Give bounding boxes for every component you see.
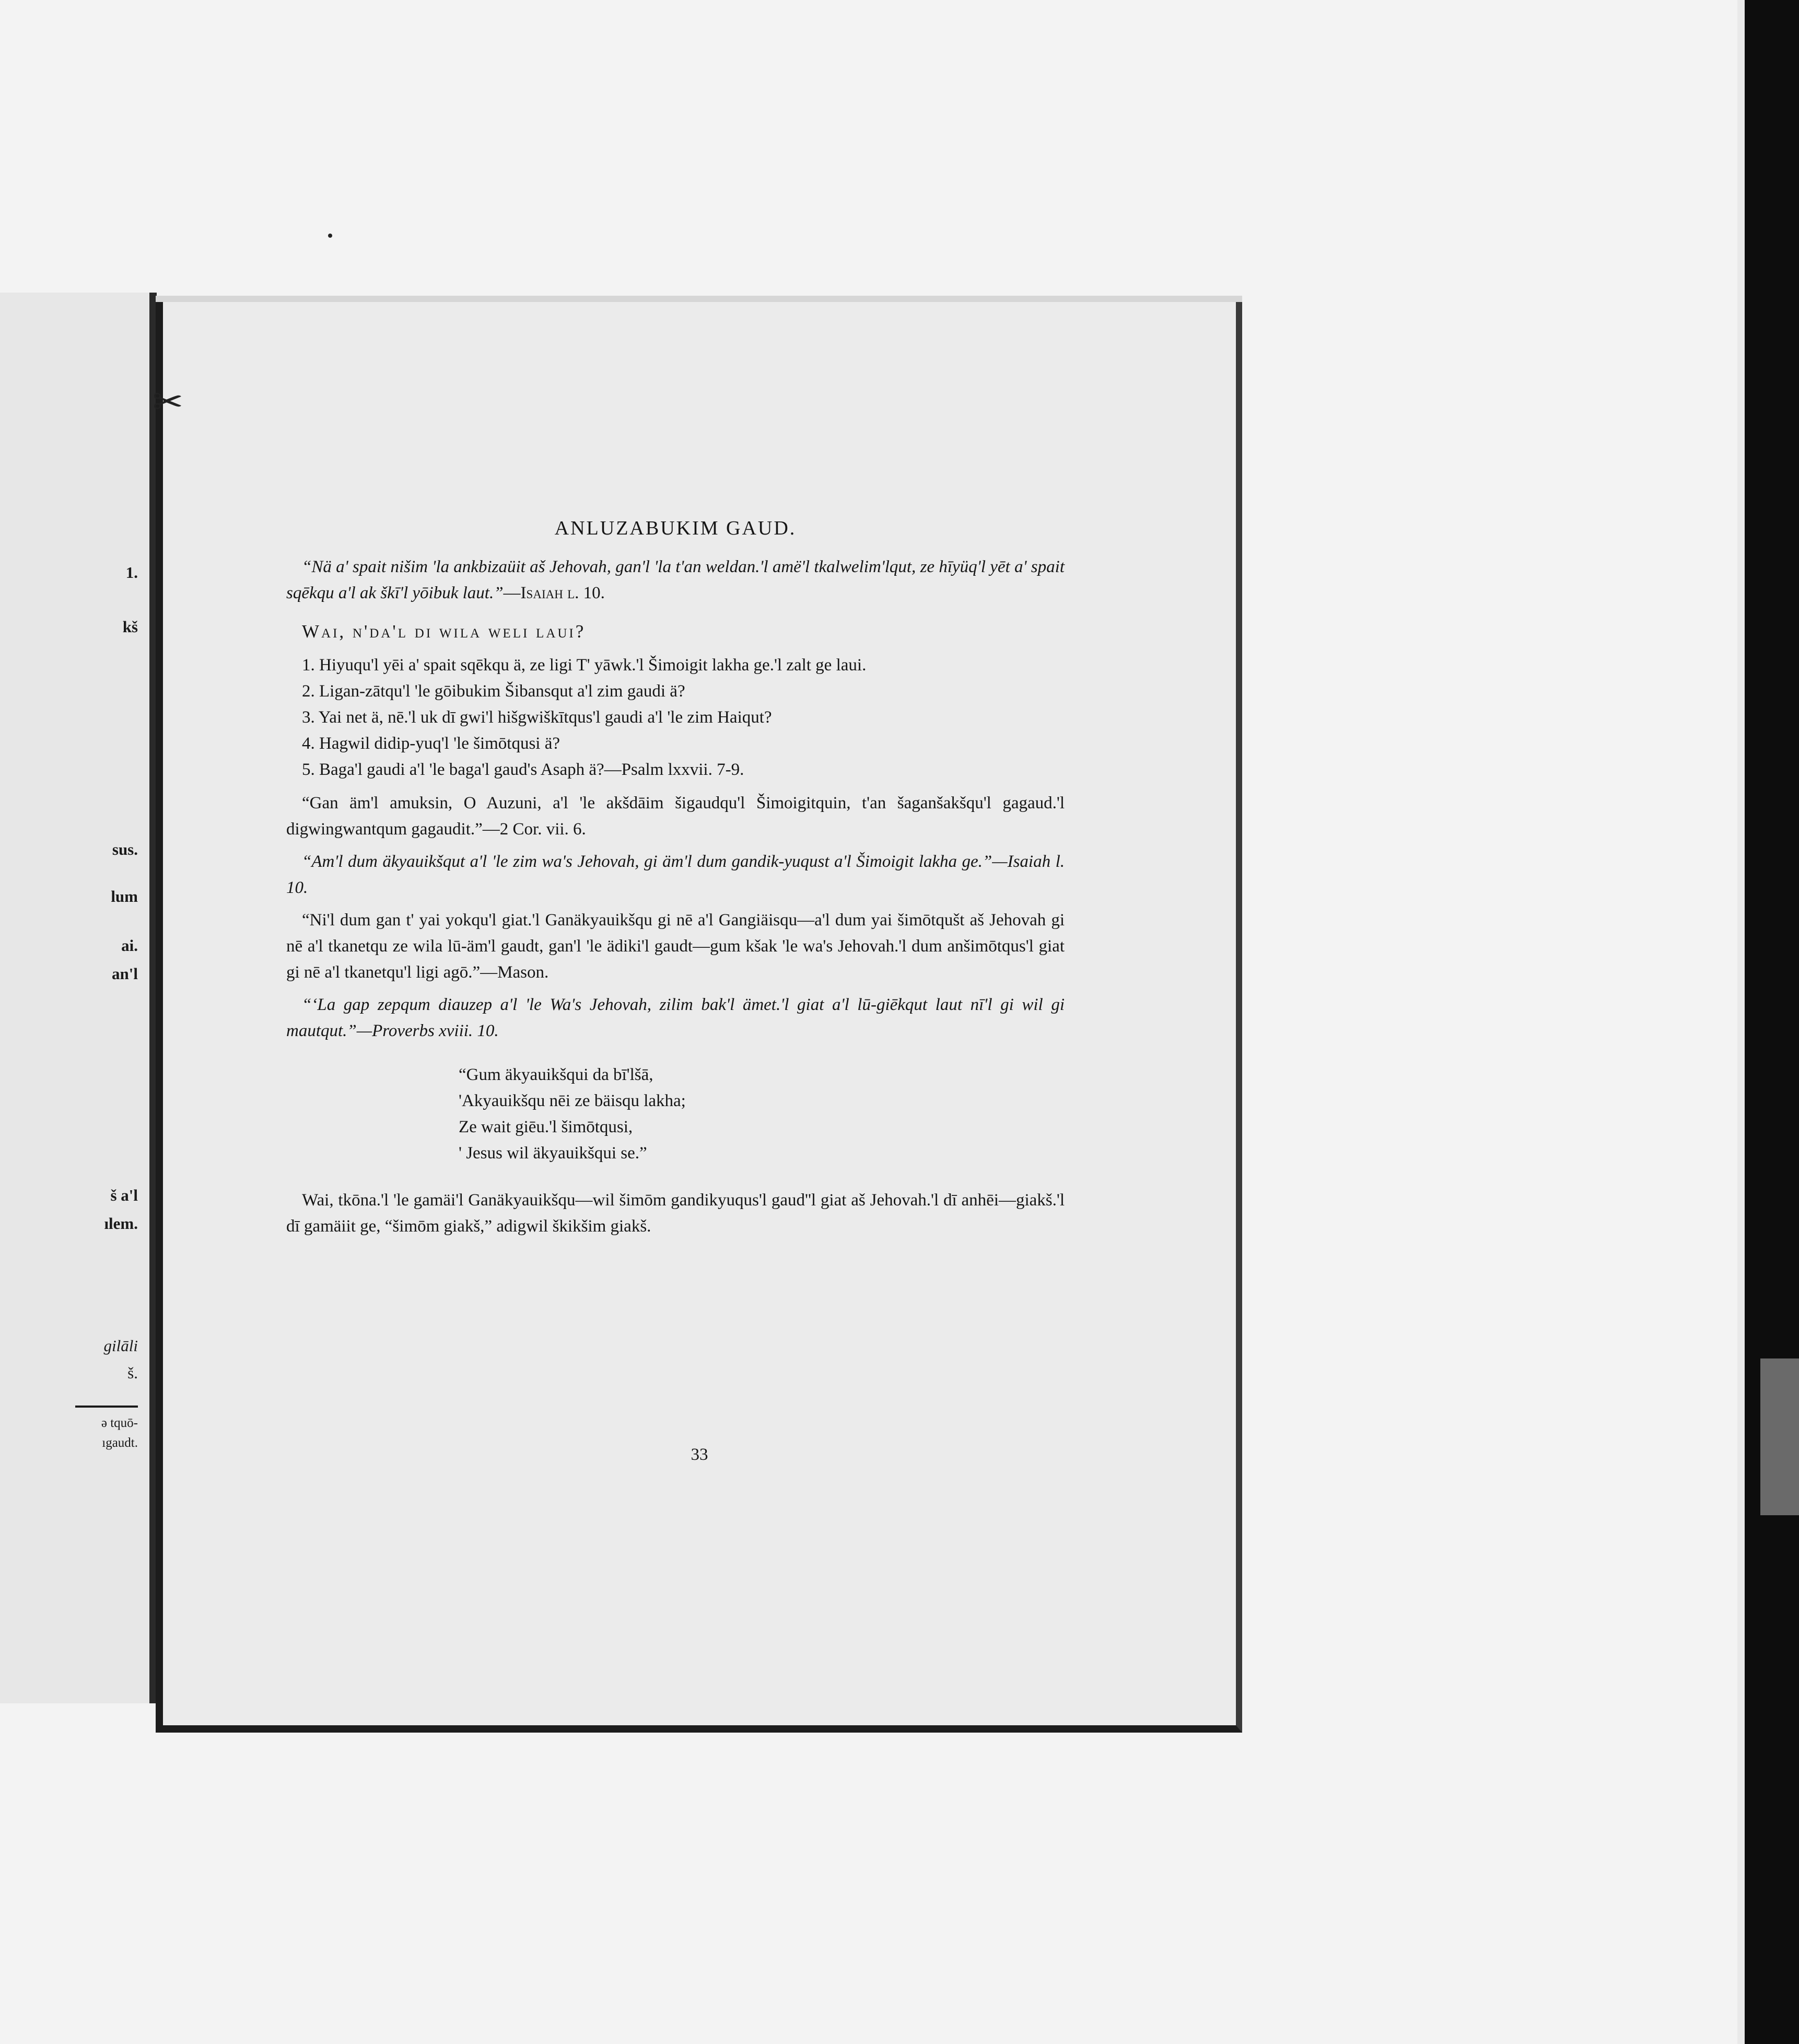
left-fragment: š a'l <box>110 1186 138 1204</box>
epigraph-text: “Nä a' spait nišim 'la ankbizaüit aš Jehovah, gan'l 'la t'an weldan.'l amë'l tkalwelim'lqut, ze hīyüq'l yēt a' spait sqēkqu a'l ak škī'l yōibuk laut.” <box>286 558 1065 602</box>
speck <box>328 234 332 238</box>
epigraph-reference: —Isaiah l. 10. <box>503 584 605 602</box>
left-fragment: 1. <box>125 563 138 582</box>
page-number: 33 <box>691 1445 708 1464</box>
verse-line: “Gum äkyauikšqui da bī'lšā, <box>459 1065 653 1084</box>
page-content <box>286 515 1065 1239</box>
left-footnote-line: ə tquō- <box>101 1416 138 1430</box>
epigraph <box>286 554 1065 606</box>
left-fragment: gilāli <box>103 1337 138 1355</box>
question-list <box>286 652 1065 783</box>
left-footnote-rule <box>75 1406 138 1408</box>
left-fragment: sus. <box>112 840 138 858</box>
book-page <box>153 302 1242 1733</box>
question-item: 3. Yai net ä, nē.'l uk dī gwi'l hišgwiškītqus'l gaudi a'l 'le zim Haiqut? <box>302 708 772 727</box>
left-page <box>0 293 157 1703</box>
question-item: 1. Hiyuqu'l yēi a' spait sqēkqu ä, ze ligi T' yāwk.'l Šimoigit lakha ge.'l zalt ge laui. <box>302 656 867 675</box>
hymn-verse <box>459 1062 1065 1166</box>
left-fragment: ai. <box>121 936 138 955</box>
grey-tab <box>1760 1358 1799 1515</box>
left-fragment: an'l <box>112 965 138 983</box>
verse-line: 'Akyauikšqu nēi ze bäisqu lakha; <box>459 1091 686 1110</box>
closing-paragraph: Wai, tkōna.'l 'le gamäi'l Ganäkyauikšqu—wil šimōm gandikyuqus'l gaud''l giat aš Jehovah.'l dī anhēi—giakš.'l dī gamäiit ge, “šimōm giakš,” adigwil škikšim giakš. <box>286 1191 1065 1236</box>
page-title: ANLUZABUKIM GAUD. <box>554 517 797 539</box>
scan-edge-right <box>1737 0 1799 2044</box>
quote-paragraph: “Am'l dum äkyauikšqut a'l 'le zim wa's Jehovah, gi äm'l dum gandik-yuqust a'l Šimoigit lakha ge.”—Isaiah l. 10. <box>286 852 1065 897</box>
left-fragment: lum <box>111 887 138 905</box>
left-fragment: š. <box>127 1364 138 1382</box>
quote-paragraph: “‘La gap zepqum diauzep a'l 'le Wa's Jehovah, zilim bak'l ämet.'l giat a'l lū-giēkqut laut nī'l gi wil gi mautqut.”—Proverbs xviii. 10. <box>286 995 1065 1040</box>
left-fragment: ılem. <box>104 1214 138 1233</box>
quote-paragraph: “Ni'l dum gan t' yai yokqu'l giat.'l Ganäkyauikšqu gi nē a'l Gangiäisqu—a'l dum yai šimōtqušt aš Jehovah gi nē a'l tkanetqu ze wila lū-äm'l gaudt, gan'l 'le ädiki'l gaudt—gum kšak 'le wa's Jehovah.'l dum anšimōtqus'l giat gi nē a'l tkanetqu'l ligi agō.”—Mason. <box>286 911 1065 982</box>
verse-line: Ze wait giēu.'l šimōtqusi, <box>459 1118 633 1136</box>
question-item: 4. Hagwil didip-yuq'l 'le šimōtqusi ä? <box>302 734 560 753</box>
left-fragment: kš <box>122 618 138 636</box>
question-item: 2. Ligan-zātqu'l 'le gōibukim Šibansqut a'l zim gaudi ä? <box>302 682 685 701</box>
question-item: 5. Baga'l gaudi a'l 'le baga'l gaud's Asaph ä?—Psalm lxxvii. 7-9. <box>302 760 744 779</box>
scan-edge-sliver <box>1737 0 1745 2044</box>
question-heading: Wai, n'da'l di wila weli laui? <box>302 621 586 642</box>
quote-paragraph: “Gan äm'l amuksin, O Auzuni, a'l 'le akšdāim šigaudqu'l Šimoigitquin, t'an šaganšakšqu'l gagaud.'l digwingwantqum gagaudit.”—2 Cor. vii. 6. <box>286 794 1065 839</box>
verse-line: ' Jesus wil äkyauikšqui se.” <box>459 1144 647 1163</box>
left-footnote-line: ıgaudt. <box>102 1436 138 1450</box>
torn-corner-icon: ✂ <box>153 382 183 423</box>
